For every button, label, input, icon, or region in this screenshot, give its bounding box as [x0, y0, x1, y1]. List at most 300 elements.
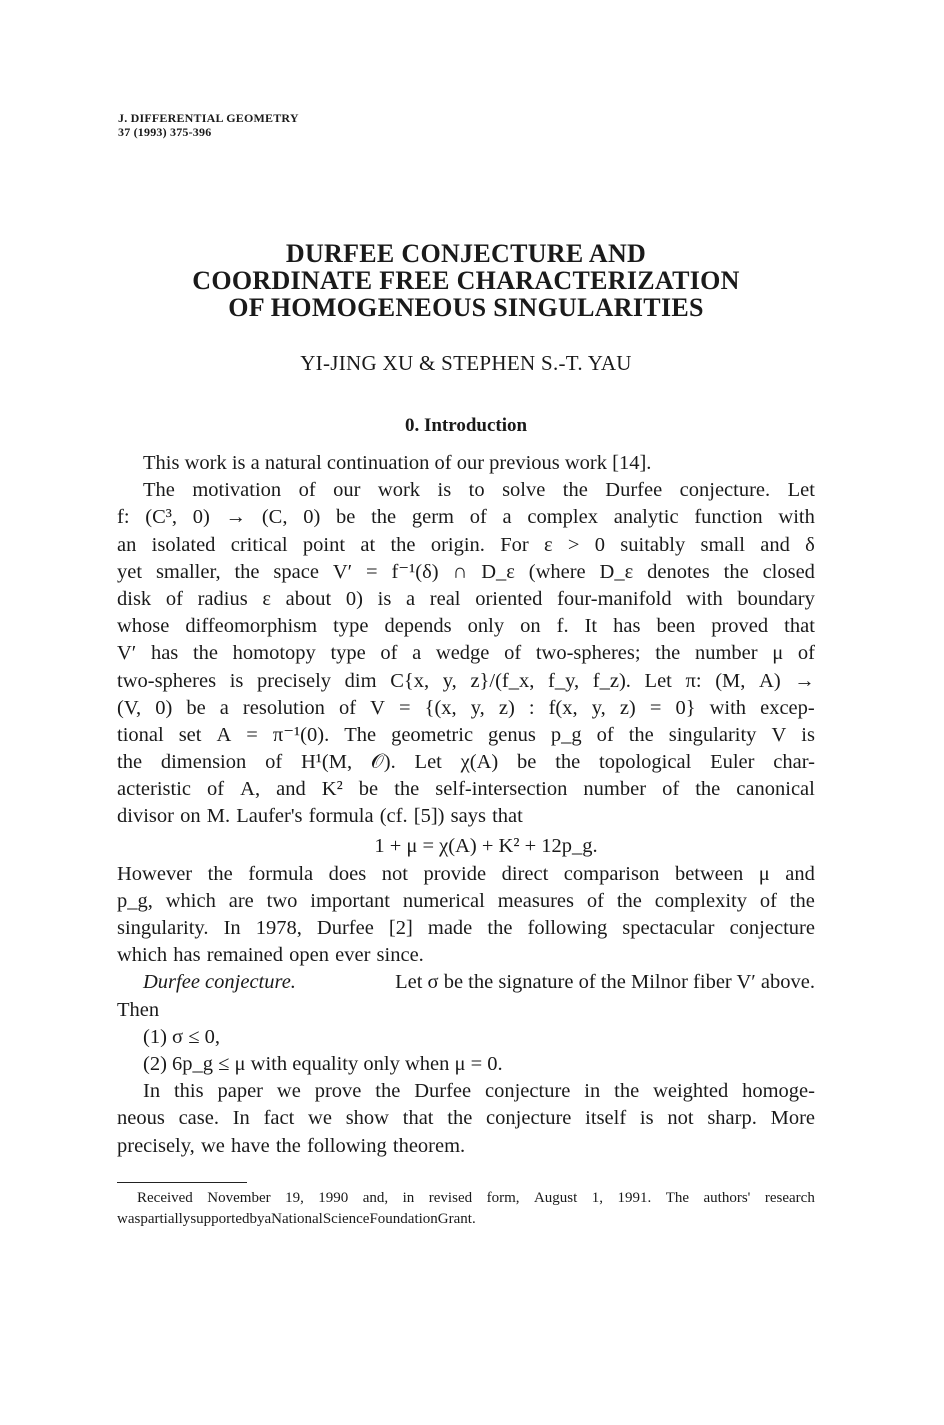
word: weighted [653, 1080, 729, 1103]
text-line [117, 668, 815, 695]
paragraph-1 [117, 450, 815, 477]
word: p_g, [117, 889, 153, 912]
conjecture-item-2: (2) 6p_g ≤ μ with equality only when μ = 0. [143, 1052, 503, 1075]
paper-authors: YI-JING XU & STEPHEN S.-T. YAU [300, 351, 632, 375]
word: Received [137, 1190, 193, 1206]
title-line-1: DURFEE CONJECTURE AND [285, 239, 647, 268]
word: = [649, 696, 662, 719]
text-line [117, 776, 815, 803]
word: oriented [475, 587, 543, 610]
word: origin. [430, 533, 485, 556]
word: tional [117, 723, 164, 746]
word: the [555, 751, 581, 774]
word: dim [344, 669, 377, 692]
word: 0} [675, 696, 696, 719]
word: 1978, [255, 917, 302, 939]
word: been [656, 615, 696, 638]
text-line [117, 586, 815, 613]
title-line-3: OF HOMOGENEOUS SINGULARITIES [228, 293, 704, 322]
word: which [165, 889, 216, 912]
word: of [797, 642, 815, 665]
word: excep- [760, 696, 815, 719]
word: work [377, 479, 421, 502]
word: (C³, [145, 506, 178, 529]
footnote-rule [117, 1182, 247, 1183]
word: formula [248, 862, 314, 885]
word: Laufer's [236, 805, 303, 828]
word: of [265, 751, 283, 774]
word: has [173, 944, 201, 967]
word: 1991. [617, 1190, 652, 1206]
word: More [770, 1107, 815, 1130]
word: conjecture [485, 1080, 571, 1103]
word: (cf. [379, 805, 408, 828]
word: prove [314, 1080, 362, 1103]
word: 0) [345, 587, 363, 610]
word: between [674, 862, 744, 885]
word: z) [619, 696, 636, 719]
word: Let [787, 479, 815, 502]
word: two-spheres; [535, 642, 641, 665]
word: critical [230, 533, 288, 556]
word: f. [556, 615, 569, 638]
word: a [412, 642, 422, 665]
word: of [298, 479, 316, 502]
word: that [402, 1107, 434, 1130]
word: small [700, 533, 745, 556]
word: self-intersection [435, 778, 568, 801]
word: In [143, 1080, 161, 1103]
word: germ [411, 506, 454, 529]
word: A [216, 723, 232, 746]
word: the [390, 533, 416, 556]
word: a [219, 696, 229, 719]
word: The [344, 723, 377, 746]
word: which [117, 944, 168, 967]
text-line [117, 997, 815, 1024]
text-line [117, 504, 815, 531]
word: (V, [117, 696, 142, 719]
word: Grant. [437, 1211, 476, 1227]
word: precisely [257, 669, 332, 692]
word: of [586, 889, 604, 912]
word: following [527, 917, 608, 939]
word: χ(A) [460, 751, 499, 774]
text-line [117, 1078, 815, 1105]
word: : [528, 696, 535, 719]
word: the [375, 1080, 401, 1103]
word: ε [543, 533, 553, 556]
word: sharp. [707, 1107, 757, 1130]
word: divisor [117, 805, 174, 828]
word: closed [762, 560, 815, 583]
word: conjecture [486, 1107, 572, 1130]
word: (C, [261, 506, 288, 529]
word: since. [376, 944, 424, 967]
text-line: This work is a natural continuation of our previous work [14]. [143, 452, 652, 474]
word: following [307, 1134, 387, 1157]
conjecture-item-1: (1) σ ≤ 0, [143, 1025, 220, 1048]
word: we [200, 1134, 225, 1157]
text-line [117, 532, 815, 559]
word: that [784, 615, 815, 638]
word: Durfee [414, 1080, 472, 1103]
word: singularity [668, 723, 757, 746]
word: wedge [435, 642, 490, 665]
word: and, [362, 1190, 389, 1206]
conjecture-statement: Let σ be the signature of the Milnor fiber V′ above. [395, 971, 815, 994]
word: about [285, 587, 332, 610]
word: of [504, 642, 522, 665]
section-heading: 0. Introduction [404, 415, 528, 436]
word: be [517, 751, 537, 774]
word: theorem. [392, 1134, 466, 1157]
word: char- [773, 751, 815, 774]
body-text [117, 450, 815, 1160]
word: by [249, 1211, 265, 1227]
word: 1990 [318, 1190, 349, 1206]
footnote-line [117, 1188, 815, 1209]
word: conjecture. [679, 479, 771, 502]
word: on [520, 615, 541, 638]
word: of [338, 696, 357, 719]
word: November [207, 1190, 271, 1206]
word: of [207, 778, 225, 801]
word: does [328, 862, 367, 885]
word: with [778, 506, 815, 529]
text-line [117, 613, 815, 640]
word: π: [685, 669, 702, 692]
word: In [223, 917, 241, 939]
text-line [117, 1105, 815, 1132]
word: are [228, 889, 254, 912]
word: is [437, 479, 452, 502]
word: of [469, 506, 487, 529]
word: real [429, 587, 461, 610]
word: isolated [151, 533, 216, 556]
word: measures [497, 889, 574, 912]
word: number [694, 642, 758, 665]
word: made [427, 917, 473, 939]
word: Euler [710, 751, 755, 774]
word: is [229, 669, 244, 692]
word: 0 [594, 533, 605, 556]
word: the [695, 778, 721, 801]
word: be [186, 696, 206, 719]
word: only [467, 615, 505, 638]
word: Let [414, 751, 442, 774]
word: that [492, 805, 523, 828]
text-line [117, 1133, 815, 1160]
paragraph-4 [117, 1078, 815, 1160]
word: and [276, 778, 306, 801]
word: the [723, 560, 749, 583]
word: The [665, 1190, 690, 1206]
word: spectacular [622, 917, 715, 939]
conjecture-block [117, 969, 815, 1078]
word: of [759, 889, 777, 912]
word: type [333, 615, 369, 638]
word: comparison [563, 862, 660, 885]
word: has [613, 615, 641, 638]
word: denotes [647, 560, 710, 583]
word: = [366, 560, 378, 583]
word: in [584, 1080, 601, 1103]
word: the [447, 1107, 473, 1130]
word: partially [140, 1211, 191, 1227]
word: supported [190, 1211, 250, 1227]
word: ever [335, 944, 371, 967]
word: is [639, 1107, 654, 1130]
word: D_ε [481, 560, 515, 583]
word: direct [501, 862, 549, 885]
word: A) [759, 669, 781, 692]
word: a [406, 587, 416, 610]
word: f_z). [592, 669, 631, 692]
word: with [709, 696, 747, 719]
word: complex [527, 506, 598, 529]
word: 0) [155, 696, 173, 719]
word: K² [321, 778, 343, 801]
word: not [381, 862, 408, 885]
word: V′ [332, 560, 353, 583]
text-line [117, 888, 815, 915]
word: function [694, 506, 763, 529]
title-line-2: COORDINATE FREE CHARACTERIZATION [192, 266, 740, 295]
word: this [173, 1080, 204, 1103]
conjecture-label: Durfee conjecture. [143, 971, 296, 994]
word: precisely, [117, 1134, 195, 1157]
text-line [117, 722, 815, 749]
word: [2] [388, 917, 413, 939]
word: set [178, 723, 202, 746]
word: not [667, 1107, 694, 1130]
word: (M, [715, 669, 746, 692]
text-line [117, 942, 815, 969]
word: geometric [391, 723, 474, 746]
word: = [399, 696, 411, 719]
word: be [358, 778, 379, 801]
word: It [584, 615, 598, 638]
word: and [760, 533, 790, 556]
journal-name: J. DIFFERENTIAL GEOMETRY [118, 111, 299, 125]
text-line [117, 695, 815, 722]
word: an [117, 533, 137, 556]
word: V′ [117, 642, 137, 665]
word: V [370, 696, 385, 719]
word: A, [240, 778, 261, 801]
word: paper [217, 1080, 264, 1103]
word: z) [498, 696, 515, 719]
word: is [377, 587, 392, 610]
word: homotopy [232, 642, 316, 665]
word: resolution [242, 696, 325, 719]
word: type [330, 642, 366, 665]
word: a [264, 1211, 272, 1227]
word: boundary [737, 587, 815, 610]
word: the [614, 1080, 640, 1103]
word: fact [263, 1107, 295, 1130]
word: at [360, 533, 376, 556]
word: whose [117, 615, 170, 638]
word: For [500, 533, 529, 556]
word: numerical [402, 889, 485, 912]
word: μ [758, 862, 770, 885]
word: analytic [613, 506, 679, 529]
word: homoge- [742, 1080, 815, 1103]
word: → [225, 506, 247, 529]
word: 1, [591, 1190, 604, 1206]
word: the [655, 642, 681, 665]
word: C{x, [390, 669, 430, 692]
word: 0) [192, 506, 210, 529]
word: research [764, 1190, 815, 1206]
word: the [789, 889, 815, 912]
word: to [468, 479, 485, 502]
word: M. [206, 805, 231, 828]
word: disk [117, 587, 152, 610]
word: diffeomorphism [185, 615, 318, 638]
word: f(x, [548, 696, 578, 719]
word: is [801, 723, 815, 746]
word: the [394, 778, 420, 801]
word: has [150, 642, 179, 665]
word: V [771, 723, 787, 746]
word: the [207, 862, 233, 885]
word: = [246, 723, 258, 746]
word: of [380, 642, 398, 665]
word: z}/(f_x, [470, 669, 535, 692]
word: on [180, 805, 201, 828]
word: remained [206, 944, 283, 967]
paragraph-2 [117, 477, 815, 830]
word: proved [711, 615, 769, 638]
word: {(x, [424, 696, 457, 719]
word: μ [772, 642, 784, 665]
word: (where [528, 560, 586, 583]
word: we [308, 1107, 332, 1130]
word: important [310, 889, 390, 912]
text-line [117, 640, 815, 667]
word: π⁻¹(0). [272, 723, 330, 746]
text-line [117, 803, 815, 830]
journal-header [118, 111, 299, 139]
word: δ [805, 533, 815, 556]
word: authors' [703, 1190, 751, 1206]
word: D_ε [599, 560, 634, 583]
journal-volume: 37 (1993) 375-396 [118, 125, 212, 139]
word: ∩ [452, 560, 468, 583]
word: y, [591, 696, 606, 719]
word: canonical [736, 778, 815, 801]
word: point [302, 533, 346, 556]
word: August [533, 1190, 578, 1206]
word: Science [322, 1211, 370, 1227]
word: In [232, 1107, 250, 1130]
word: itself [585, 1107, 627, 1130]
word: the [562, 479, 588, 502]
word: yet [117, 560, 143, 583]
word: our [333, 479, 361, 502]
word: case. [178, 1107, 219, 1130]
word: The [143, 479, 175, 502]
word: formula [308, 805, 374, 828]
word: ε [262, 587, 271, 610]
laufer-formula: 1 + μ = χ(A) + K² + 12p_g. [374, 834, 598, 857]
word: [5]) [413, 805, 445, 828]
word: H¹(M, [300, 751, 353, 774]
word: with [686, 587, 723, 610]
text-line [117, 749, 815, 776]
conjecture-statement-cont: Then [117, 998, 160, 1021]
word: Let [644, 669, 672, 692]
word: the [275, 1134, 301, 1157]
word: revised [428, 1190, 473, 1206]
word: singularity. [117, 917, 209, 939]
word: number [583, 778, 647, 801]
word: f⁻¹(δ) [391, 560, 439, 583]
word: motivation [192, 479, 282, 502]
word: depends [384, 615, 452, 638]
word: was [117, 1211, 141, 1227]
word: f: [117, 506, 130, 529]
word: the [117, 751, 143, 774]
word: form, [486, 1190, 520, 1206]
paper-title [0, 240, 932, 321]
word: However [117, 862, 193, 885]
word: a [502, 506, 512, 529]
word: the [371, 506, 397, 529]
word: neous [117, 1107, 165, 1130]
word: topological [599, 751, 692, 774]
word: > [567, 533, 580, 556]
word: be [336, 506, 356, 529]
word: Foundation [369, 1211, 438, 1227]
footnote [117, 1188, 815, 1230]
text-line [117, 915, 815, 942]
conjecture-line [117, 969, 815, 996]
word: in [402, 1190, 415, 1206]
word: of [662, 778, 680, 801]
word: conjecture [729, 917, 815, 939]
word: Durfee [316, 917, 374, 939]
paragraph-3 [117, 861, 815, 970]
word: suitably [620, 533, 686, 556]
word: dimension [160, 751, 247, 774]
word: y, [442, 669, 457, 692]
word: of [165, 587, 183, 610]
word: f_y, [548, 669, 580, 692]
word: acteristic [117, 778, 191, 801]
word: National [271, 1211, 323, 1227]
footnote-line [117, 1209, 815, 1230]
word: provide [423, 862, 487, 885]
word: of [596, 723, 614, 746]
word: 0) [303, 506, 321, 529]
word: open [289, 944, 329, 967]
word: the [234, 560, 260, 583]
word: space [273, 560, 319, 583]
text-line [117, 861, 815, 888]
word: show [345, 1107, 389, 1130]
word: genus [488, 723, 536, 746]
word: the [628, 723, 654, 746]
word: y, [470, 696, 485, 719]
word: radius [197, 587, 248, 610]
word: four-manifold [557, 587, 672, 610]
word: we [276, 1080, 301, 1103]
word: complexity [654, 889, 747, 912]
